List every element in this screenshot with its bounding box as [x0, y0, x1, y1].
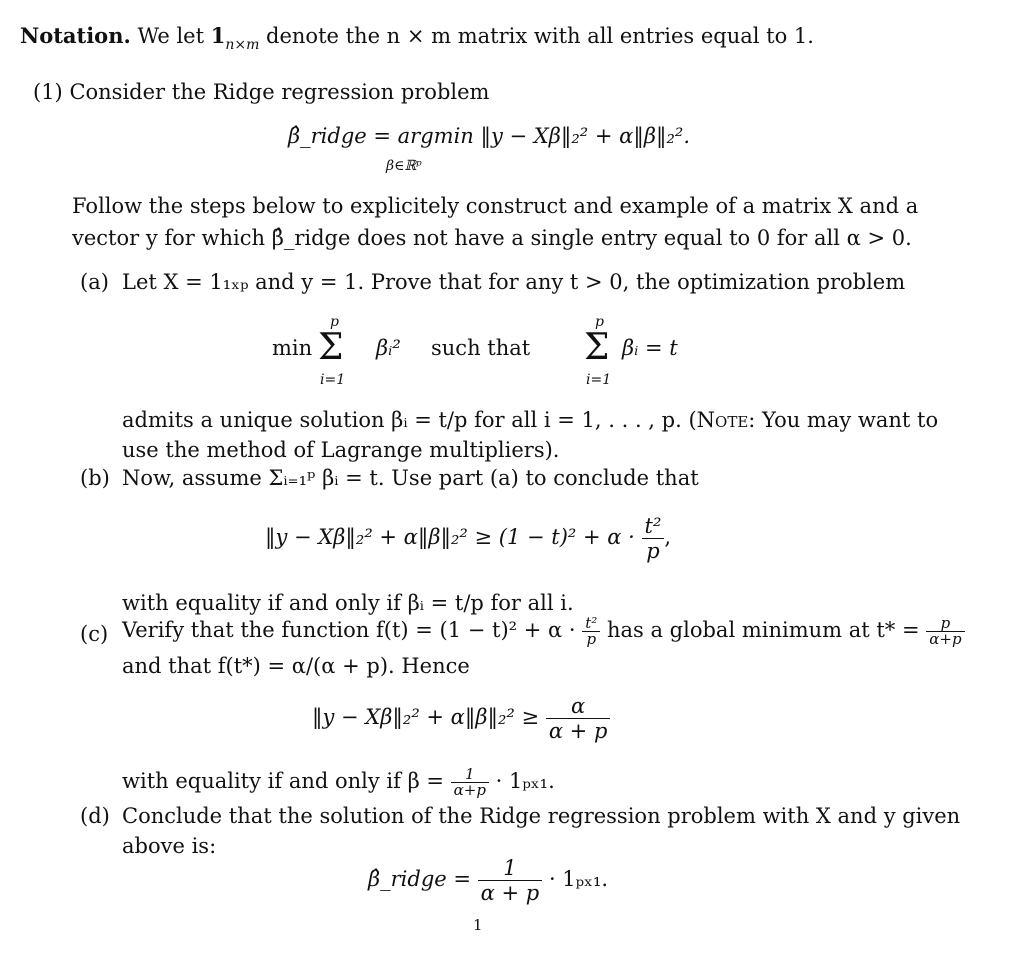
part-c-eq-line [122, 765, 555, 798]
notation-paragraph [20, 20, 814, 55]
part-d-equation [368, 856, 608, 905]
part-c-eq-line-pre: with equality if and only if β = [122, 769, 444, 793]
problem1-follow-line1: Follow the steps below to explicitely construct and example of a matrix X and a [72, 194, 919, 218]
notation-text-post: denote the n × m matrix with all entries equal to 1. [259, 24, 814, 48]
problem1-intro [33, 76, 489, 108]
part-a-sum2-top: p [595, 314, 604, 330]
part-d-eq-rhs: · 1ₚₓ₁. [548, 867, 609, 891]
part-c-label: (c) [80, 622, 109, 646]
part-a-min-label: min [272, 336, 313, 360]
problem1-equation-sub: β∈ℝᵖ [386, 158, 422, 174]
part-a-line1-text: admits a unique solution βᵢ = t/p for all i = 1, . . . , p. ( [122, 408, 697, 432]
part-a-sum1-bottom: i=1 [320, 372, 346, 388]
part-c-eq-line-frac-den: α+p [451, 782, 489, 798]
part-a-such-that: such that [431, 336, 531, 360]
part-c-line1-pre: Verify that the function f(t) = (1 − t)² + α · [122, 618, 576, 642]
problem1-equation-text: β̂_ridge = argmin ‖y − Xβ‖₂² + α‖β‖₂². [288, 124, 691, 148]
page-number: 1 [473, 916, 483, 934]
part-c-frac1 [582, 616, 600, 647]
part-d-frac-num: 1 [503, 856, 517, 880]
part-d-line2: above is: [122, 834, 217, 858]
part-c-eq-frac-num: α [571, 694, 586, 718]
part-a-sum2-body: βᵢ = t [622, 336, 678, 360]
part-a-note-label: Note [696, 408, 749, 432]
part-b-label: (b) [80, 466, 110, 490]
part-d-line1: Conclude that the solution of the Ridge regression problem with X and y given [122, 804, 961, 828]
part-b-eq-tail: , [664, 525, 672, 549]
part-c-frac2-num: p [940, 614, 951, 632]
problem1-follow-line2: vector y for which β̂_ridge does not have a single entry equal to 0 for all α > 0. [72, 226, 912, 250]
part-c-line2: and that f(t*) = α/(α + p). Hence [122, 654, 470, 678]
part-c-eq-text: ‖y − Xβ‖₂² + α‖β‖₂² ≥ [312, 705, 540, 729]
problem1-number: (1) [33, 80, 63, 104]
notation-symbol: 1 [210, 23, 226, 48]
problem1-equation [288, 124, 690, 148]
part-c-frac1-den: p [582, 631, 600, 647]
part-b-frac-num: t² [644, 514, 662, 538]
problem1-intro-text: Consider the Ridge regression problem [69, 80, 490, 104]
part-c-line1 [122, 614, 965, 647]
part-a-sum2-bottom: i=1 [586, 372, 612, 388]
part-d-frac-den: α + p [478, 880, 543, 905]
part-c-line1-post: has a global minimum at t* = [606, 618, 920, 642]
part-a-line1-post: : You may want to [748, 408, 939, 432]
notation-symbol-sub: n×m [225, 37, 260, 53]
part-c-equation [312, 694, 610, 743]
part-d-eq-lhs: β̂_ridge = [368, 867, 471, 891]
part-b-equation [265, 514, 671, 563]
notation-text-pre: We let [137, 24, 211, 48]
part-d-label: (d) [80, 804, 110, 828]
notation-label: Notation. [20, 23, 131, 48]
part-c-frac2 [926, 616, 964, 647]
part-b-line: with equality if and only if βᵢ = t/p for all i. [122, 591, 574, 615]
part-a-sum1-top: p [330, 314, 339, 330]
part-d-fraction [478, 856, 543, 905]
part-c-eq-line-post: · 1ₚₓ₁. [495, 769, 555, 793]
part-b-fraction [642, 514, 665, 563]
sum1-sigma-icon: Σ [318, 327, 344, 368]
part-a-label: (a) [80, 270, 109, 294]
part-b-frac-den: p [642, 538, 665, 563]
part-c-eq-fraction [546, 694, 611, 743]
part-c-frac1-num: t² [585, 614, 598, 632]
part-a-line1 [122, 404, 938, 436]
part-c-eq-line-frac [451, 767, 489, 798]
part-a-text: Let X = 1₁ₓₚ and y = 1. Prove that for any t > 0, the optimization problem [122, 270, 906, 294]
sum2-sigma-icon: Σ [584, 327, 610, 368]
part-c-eq-frac-den: α + p [546, 718, 611, 743]
part-b-text: Now, assume Σᵢ₌₁ᵖ βᵢ = t. Use part (a) to conclude that [122, 466, 699, 490]
part-b-eq-text: ‖y − Xβ‖₂² + α‖β‖₂² ≥ (1 − t)² + α · [265, 525, 635, 549]
part-a-line2: use the method of Lagrange multipliers). [122, 438, 560, 462]
part-a-sum1-body: βᵢ² [376, 336, 401, 360]
part-c-frac2-den: α+p [926, 631, 964, 647]
part-c-eq-line-frac-num: 1 [465, 765, 475, 783]
